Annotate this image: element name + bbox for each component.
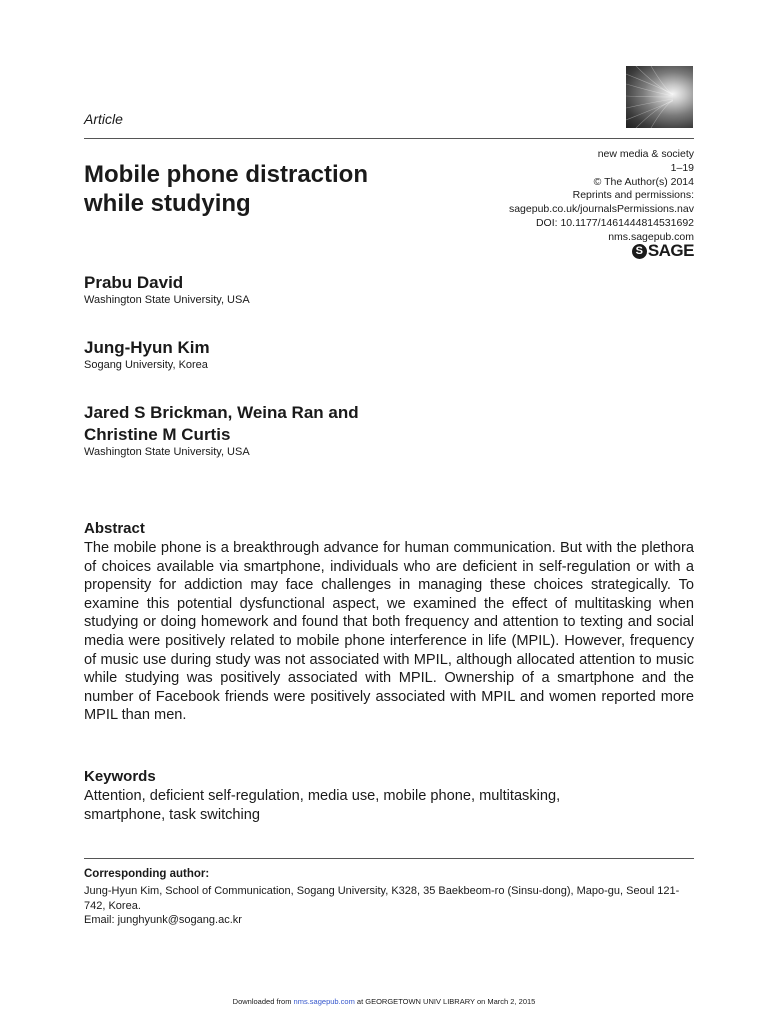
- journal-url[interactable]: nms.sagepub.com: [608, 230, 694, 243]
- abstract-text: The mobile phone is a breakthrough advance for human communication. But with the plethora of choices available via smartphone, individuals who are deficient in self-regulation or with a propensity for addiction may face challenges in managing these choices strategically. To examine this potential dysfunctional aspect, we examined the effect of multitasking when studying or doing homework and found that both frequency and attention to texting and social media were positively related to mobile phone interference in life (MPIL). However, frequency of music use during study was not associated with MPIL, although allocated attention to music while studying was positively associated with MPIL. Ownership of a smartphone and the number of Facebook friends were positively associated with MPIL and women reported more MPIL than men.: [84, 540, 694, 724]
- header-divider: [84, 138, 694, 139]
- corresponding-email[interactable]: Email: junghyunk@sogang.ac.kr: [84, 914, 242, 926]
- corresponding-author-heading: Corresponding author:: [84, 868, 210, 880]
- title-line-2: while studying: [84, 190, 251, 217]
- reprints-label: Reprints and permissions:: [572, 189, 694, 202]
- sage-logo: [626, 242, 694, 260]
- sage-logo-icon: S: [632, 244, 647, 259]
- download-note: [0, 997, 768, 1006]
- doi[interactable]: DOI: 10.1177/1461444814531692: [535, 216, 694, 229]
- download-link[interactable]: nms.sagepub.com: [293, 997, 355, 1006]
- author-name: Jared S Brickman, Weina Ran and: [84, 403, 359, 422]
- abstract-heading: Abstract: [84, 520, 145, 537]
- journal-cover-image: [626, 66, 693, 128]
- keywords-heading: Keywords: [84, 768, 156, 785]
- author-name: Jung-Hyun Kim: [84, 338, 210, 357]
- copyright: © The Author(s) 2014: [593, 175, 694, 188]
- journal-name: new media & society: [597, 148, 694, 160]
- title-line-1: Mobile phone distraction: [84, 161, 369, 188]
- author-affiliation: Sogang University, Korea: [84, 359, 208, 371]
- footnote-divider: [84, 858, 694, 859]
- journal-info: [434, 148, 694, 245]
- author-name: Prabu David: [84, 273, 184, 292]
- download-suffix: at GEORGETOWN UNIV LIBRARY on March 2, 2015: [354, 997, 536, 1006]
- article-title: [84, 160, 464, 218]
- download-prefix: Downloaded from: [232, 997, 294, 1006]
- keywords-text: Attention, deficient self-regulation, media use, mobile phone, multitasking, smartphone, task switching: [84, 788, 561, 823]
- permissions-url[interactable]: sagepub.co.uk/journalsPermissions.nav: [508, 203, 694, 216]
- page-range: 1–19: [670, 161, 694, 174]
- corresponding-address: Jung-Hyun Kim, School of Communication, Sogang University, K328, 35 Baekbeom-ro (Sinsu-dong), Mapo-gu, Seoul 121-742, Korea.: [84, 885, 680, 912]
- author-affiliation: Washington State University, USA: [84, 446, 250, 458]
- sage-logo-text: SAGE: [647, 241, 694, 260]
- corresponding-author-details: [84, 884, 692, 928]
- author-affiliation: Washington State University, USA: [84, 294, 250, 306]
- author-name: Christine M Curtis: [84, 425, 231, 444]
- article-type-label: Article: [84, 111, 123, 127]
